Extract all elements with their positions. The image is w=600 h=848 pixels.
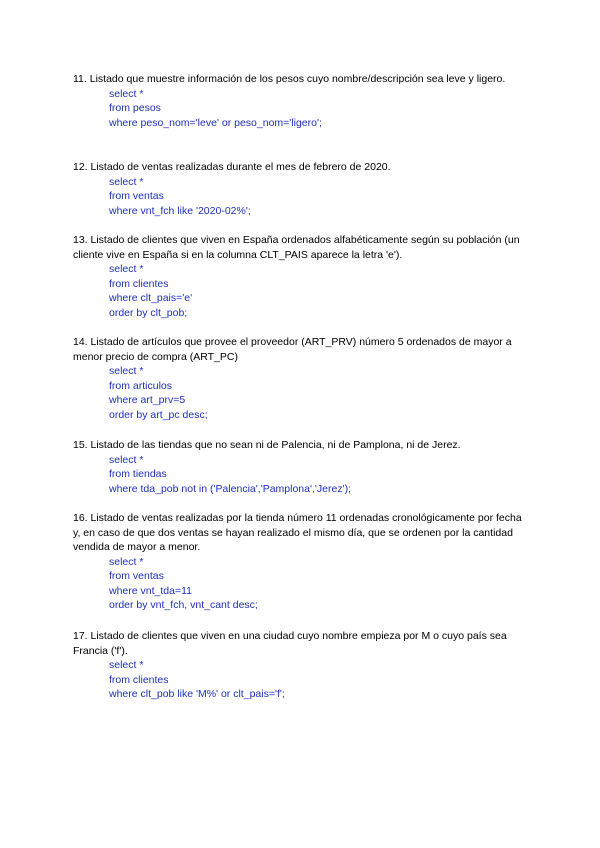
sql-line: select * bbox=[109, 365, 144, 377]
sql-block bbox=[73, 364, 528, 422]
sql-line: from clientes bbox=[109, 277, 169, 290]
exercise-13 bbox=[73, 233, 528, 320]
sql-line: from pesos bbox=[109, 102, 161, 114]
sql-line: select * bbox=[109, 263, 144, 275]
sql-line: from clientes bbox=[109, 673, 169, 686]
question-text: 13. Listado de clientes que viven en España ordenados alfabéticamente según su población (un cliente vive en España si en la columna CLT_PAIS aparece la letra 'e'). bbox=[73, 234, 520, 261]
sql-line: from articulos bbox=[109, 379, 173, 392]
sql-line: where clt_pais='e' bbox=[109, 292, 193, 304]
sql-line: select * bbox=[109, 453, 144, 466]
sql-block bbox=[73, 262, 528, 320]
question-text: 17. Listado de clientes que viven en una ciudad cuyo nombre empieza por M o cuyo país sea Francia ('f'). bbox=[73, 630, 507, 657]
exercise-16 bbox=[73, 511, 528, 613]
sql-block bbox=[73, 453, 528, 497]
sql-line: select * bbox=[109, 175, 144, 188]
exercise-11 bbox=[73, 72, 528, 130]
sql-block bbox=[73, 87, 528, 131]
exercise-14 bbox=[73, 335, 528, 422]
sql-line: where clt_pob like 'M%' or clt_pais='f'; bbox=[109, 688, 285, 700]
sql-line: where peso_nom='leve' or peso_nom='ligero'; bbox=[109, 116, 322, 129]
sql-line: where tda_pob not in ('Palencia','Pamplona','Jerez'); bbox=[109, 482, 351, 495]
sql-line: from ventas bbox=[109, 190, 164, 202]
sql-line: where art_prv=5 bbox=[109, 394, 186, 406]
sql-line: select * bbox=[109, 659, 144, 671]
exercise-12 bbox=[73, 160, 528, 218]
sql-line: order by art_pc desc; bbox=[109, 408, 208, 421]
sql-line: select * bbox=[109, 555, 144, 568]
sql-line: from ventas bbox=[109, 570, 164, 582]
sql-block bbox=[73, 175, 528, 219]
sql-block bbox=[73, 658, 528, 702]
sql-line: where vnt_fch like '2020-02%'; bbox=[109, 204, 251, 217]
sql-line: order by vnt_fch, vnt_cant desc; bbox=[109, 599, 258, 611]
question-text: 14. Listado de artículos que provee el proveedor (ART_PRV) número 5 ordenados de mayor a menor precio de compra (ART_PC) bbox=[73, 336, 512, 363]
question-text: 11. Listado que muestre información de los pesos cuyo nombre/descripción sea leve y ligero. bbox=[73, 73, 506, 85]
exercise-15 bbox=[73, 438, 528, 496]
sql-line: where vnt_tda=11 bbox=[109, 584, 192, 597]
exercise-17 bbox=[73, 629, 528, 702]
question-text: 15. Listado de las tiendas que no sean ni de Palencia, ni de Pamplona, ni de Jerez. bbox=[73, 439, 461, 451]
sql-line: order by clt_pob; bbox=[109, 306, 188, 319]
sql-line: from tiendas bbox=[109, 468, 167, 480]
question-text: 12. Listado de ventas realizadas durante el mes de febrero de 2020. bbox=[73, 161, 391, 173]
question-text: 16. Listado de ventas realizadas por la tienda número 11 ordenadas cronológicamente por fecha y, en caso de que dos ventas se hayan realizado el mismo día, que se ordenen por la cantidad vendida de mayor a menor. bbox=[73, 512, 522, 553]
sql-line: select * bbox=[109, 87, 144, 100]
sql-block bbox=[73, 555, 528, 613]
